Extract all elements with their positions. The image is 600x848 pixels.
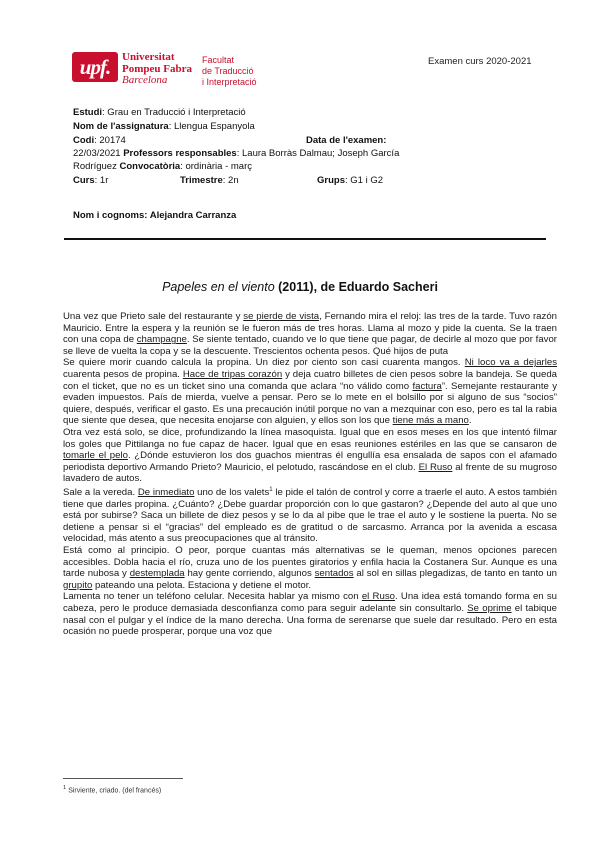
underlined-phrase: tiene más a mano bbox=[392, 415, 469, 427]
header-divider bbox=[64, 238, 546, 240]
book-title: Papeles en el viento bbox=[162, 280, 275, 294]
groups-label: Grups bbox=[317, 175, 345, 186]
footnote-ref: 1 bbox=[269, 486, 273, 493]
text-title bbox=[0, 280, 600, 294]
term-line bbox=[180, 175, 239, 187]
faculty-line-1: Facultat bbox=[202, 55, 235, 65]
subject-label: Nom de l'assignatura bbox=[73, 121, 169, 132]
convocatoria-label: Convocatòria bbox=[119, 161, 181, 172]
studies-label: Estudi bbox=[73, 107, 103, 118]
underlined-phrase: sentados bbox=[314, 568, 354, 580]
paragraph: Se quiere morir cuando calcula la propina. Un diez por ciento son casi cuarenta mangos. Ni loco va a dejarles cuarenta pesos de propina. Hace de tripas corazón y deja cuatro billetes de cien pesos sobre la bandeja. Se queda con el ticket, que no es un ticket sino una comanda que aclara “no válido como factura”. Semejante restaurante y evaden impuestos. País de mierda, vuelve a pensar. Pero se lo mete en el bolsillo por si alguno de sus “socios” quiere, después, verificar el gasto. Es una precaución inútil porque no van a mezquinar con eso, pero es tal la rabia que siente que desea, que necesita enojarse con alguien, y ellos son los que tiene más a mano. bbox=[63, 357, 557, 427]
professors-label: Professors responsables bbox=[123, 148, 237, 159]
footnote-text: Sirviente, criado. (del francés) bbox=[66, 787, 162, 795]
underlined-phrase: champagne bbox=[136, 334, 187, 346]
paragraph: Está como al principio. O peor, porque cuantas más alternativas se le queman, menos opciones parecen accesibles. Dobla hacia el río, cruza uno de los puentes giratorios y enfila hacia la Costanera Sur. Aunque es una tarde nubosa y destemplada hay gente corriendo, algunos sentados al sol en sillas plegadizas, de tanto en tanto un grupito pateando una pelota. Estaciona y detiene el motor. bbox=[63, 545, 557, 591]
groups-line bbox=[317, 175, 383, 187]
code-value: : 20174 bbox=[94, 135, 126, 146]
groups-value: : G1 i G2 bbox=[344, 175, 383, 186]
convocatoria-value: : ordinària - març bbox=[180, 161, 253, 172]
underlined-phrase: De inmediato bbox=[137, 487, 195, 499]
university-line-1: Universitat bbox=[122, 51, 175, 63]
professors-line bbox=[73, 148, 399, 160]
underlined-phrase: tomarle el pelo bbox=[63, 450, 128, 462]
underlined-phrase: factura bbox=[412, 380, 442, 392]
term-value: : 2n bbox=[222, 175, 239, 186]
faculty-line-3: i Interpretació bbox=[202, 77, 257, 87]
subject-value: : Llengua Espanyola bbox=[168, 121, 255, 132]
title-author: (2011), de Eduardo Sacheri bbox=[274, 280, 438, 294]
course-label: Curs bbox=[73, 175, 95, 186]
paragraph: Otra vez está solo, se dice, profundizando la línea masoquista. Igual que en esos meses en los que intentó filmar los goles que Pittilanga no fue capaz de hacer. Igual que en esas reuniones estériles en las que se cansaron de tomarle el pelo. ¿Dónde estuvieron los dos guachos mientras él engullía esa ensalada de sapos con el afamado periodista deportivo Armando Prieto? Mauricio, el pelotudo, rascándose en el club. El Ruso al frente de su mugroso lavadero de autos. bbox=[63, 426, 557, 485]
underlined-phrase: grupito bbox=[63, 579, 93, 591]
footnote-mark: 1 bbox=[63, 785, 67, 791]
underlined-phrase: el Ruso bbox=[361, 591, 395, 603]
underlined-phrase: Ni loco va a dejarles bbox=[464, 357, 557, 369]
underlined-phrase: destemplada bbox=[129, 568, 185, 580]
paragraph: Lamenta no tener un teléfono celular. Necesita hablar ya mismo con el Ruso. Una idea está tomando forma en su cabeza, pero le produce demasiada desconfianza como para seguir adelante sin consultarlo. Se oprime el tabique nasal con el pulgar y el índice de la mano derecha. Una forma de serenarse que suele dar resultado. Pero en esta ocasión no puede prosperar, porque una voz que bbox=[63, 591, 558, 638]
footnote bbox=[63, 785, 161, 794]
university-name bbox=[122, 52, 192, 87]
exam-year: Examen curs 2020-2021 bbox=[428, 56, 532, 67]
footnote-divider bbox=[63, 778, 183, 779]
university-line-2: Pompeu Fabra bbox=[122, 62, 192, 75]
professors-value: : Laura Borràs Dalmau; Joseph García bbox=[236, 148, 400, 159]
faculty-line-2: de Traducció bbox=[202, 66, 254, 76]
university-line-3: Barcelona bbox=[122, 74, 168, 86]
name-label: Nom i cognoms bbox=[73, 210, 145, 221]
professors-value-cont: Rodríguez bbox=[73, 161, 117, 172]
convocatoria-line bbox=[73, 161, 252, 173]
underlined-phrase: El Ruso bbox=[418, 461, 453, 473]
subject-line bbox=[73, 121, 255, 133]
faculty-name bbox=[202, 55, 257, 88]
upf-logo: upf. bbox=[72, 52, 118, 82]
exam-date-value: 22/03/2021 bbox=[73, 148, 121, 159]
paragraph: Sale a la vereda. De inmediato uno de los valets$^1$ le pide el talón de control y corre a traerle el auto. A estos también tiene que darles propina. ¿Cuánto? ¿Debe guardar proporción con lo que gastaron? ¿Depende del auto al que uno está por subirse? Saca un billete de diez pesos y se lo da al pibe que le trae el auto y le sostiene la puerta. No se detiene a pensar si el “gracias” del empleado es de gratitud o de sarcasmo. Arranca por la avenida a escasa velocidad, más atento a sus preocupaciones que al tránsito. bbox=[63, 486, 557, 545]
studies-value: : Grau en Traducció i Interpretació bbox=[102, 107, 246, 118]
course-value: : 1r bbox=[94, 175, 109, 186]
underlined-phrase: se pierde de vista bbox=[243, 311, 320, 322]
paragraph: Una vez que Prieto sale del restaurante y se pierde de vista, Fernando mira el reloj: las tres de la tarde. Tuvo razón Mauricio. Entre la espera y la reunión se le fueron más de tres horas. Llama al mozo y pide la cuenta. Se la traen con una copa de champagne. Se siente tentado, cuando ve lo que tiene que pagar, de decirle al mozo que por favor se lleve de vuelta la copa y se la descuente. Trescientos ochenta pesos. Qué hijos de puta bbox=[63, 311, 557, 357]
studies-line bbox=[73, 107, 246, 119]
exam-date-label: Data de l'examen: bbox=[306, 135, 387, 146]
code-line bbox=[73, 135, 126, 147]
code-label: Codi bbox=[73, 135, 95, 146]
course-line bbox=[73, 175, 108, 187]
name-value: : Alejandra Carranza bbox=[144, 210, 237, 221]
underlined-phrase: Hace de tripas corazón bbox=[182, 368, 283, 380]
underlined-phrase: Se oprime bbox=[467, 603, 512, 615]
excerpt-body bbox=[63, 311, 557, 638]
name-line bbox=[73, 210, 236, 222]
term-label: Trimestre bbox=[180, 175, 223, 186]
